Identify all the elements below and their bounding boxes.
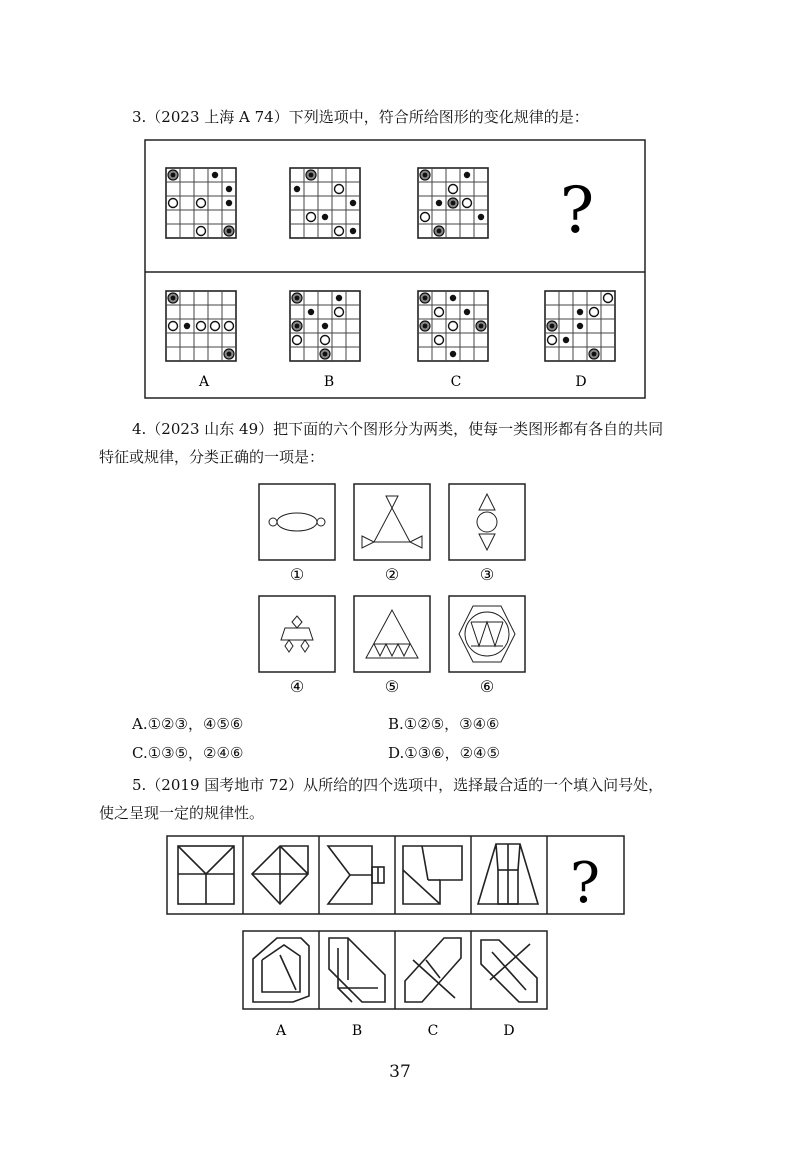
hollow-circle — [435, 336, 444, 345]
hollow-circle — [335, 227, 344, 236]
q3-option-a-label: A — [198, 374, 210, 390]
hollow-circle — [449, 322, 458, 331]
black-dot — [577, 309, 583, 315]
q5-option-a-label: A — [275, 1023, 287, 1039]
black-dot — [450, 295, 456, 301]
ringed-dot-center — [592, 352, 597, 357]
q3-option-grid[interactable] — [166, 291, 236, 361]
hollow-circle — [169, 199, 178, 208]
q4-option-a[interactable] — [132, 713, 243, 734]
black-dot — [226, 186, 232, 192]
ringed-dot-center — [423, 173, 428, 178]
q3-figure-grid — [290, 168, 360, 238]
q5-option-c-label: C — [427, 1023, 439, 1039]
question-5-mark: ? — [569, 851, 601, 916]
q4-option-c-text: ①③⑤，②④⑥ — [147, 744, 244, 762]
hollow-circle — [604, 294, 613, 303]
black-dot — [322, 214, 328, 220]
black-dot — [350, 228, 356, 234]
q4-option-a-text: ①②③，④⑤⑥ — [147, 715, 244, 733]
question-5-stem-line2: 使之呈现一定的规律性。 — [99, 804, 265, 822]
question-4-stem-line2: 特征或规律，分类正确的一项是： — [99, 448, 325, 466]
ringed-dot-center — [171, 296, 176, 301]
black-dot — [350, 200, 356, 206]
q4-label-5: ⑤ — [384, 677, 400, 696]
question-3-figure — [0, 0, 800, 410]
black-dot — [563, 337, 569, 343]
q3-option-b-label: B — [323, 374, 335, 390]
black-dot — [478, 214, 484, 220]
q4-option-d-text: ①③⑥，②④⑤ — [404, 744, 500, 762]
black-dot — [294, 186, 300, 192]
question-5-stem: 5.（2019 国考地市 72）从所给的四个选项中，选择最合适的一个填入问号处， — [132, 776, 664, 794]
q4-figure-5 — [354, 596, 430, 672]
hollow-circle — [321, 336, 330, 345]
hollow-circle — [211, 322, 220, 331]
q4-label-1: ① — [289, 565, 305, 584]
q4-option-d-letter: D. — [388, 744, 405, 762]
q5-option-c-figure — [405, 938, 461, 1002]
q4-label-4: ④ — [289, 677, 305, 696]
ringed-dot-center — [171, 173, 176, 178]
q5-figure-3 — [328, 846, 384, 904]
question-3-mark: ? — [559, 174, 595, 248]
q3-option-d-label: D — [575, 374, 587, 390]
q4-figure-6 — [449, 596, 525, 672]
q4-option-b-letter: B. — [388, 715, 404, 733]
black-dot — [577, 323, 583, 329]
ringed-dot-center — [295, 324, 300, 329]
q3-option-grid[interactable] — [290, 291, 360, 361]
black-dot — [184, 323, 190, 329]
q4-label-3: ③ — [479, 565, 495, 584]
q4-option-b-text: ①②⑤，③④⑥ — [403, 715, 500, 733]
ringed-dot-center — [550, 324, 555, 329]
q4-option-c[interactable] — [132, 742, 243, 763]
hollow-circle — [197, 199, 206, 208]
q4-figure-1 — [259, 484, 335, 560]
q4-label-6: ⑥ — [479, 677, 495, 696]
hollow-circle — [307, 213, 316, 222]
hollow-circle — [197, 227, 206, 236]
q5-option-d-figure — [481, 940, 537, 1002]
hollow-circle — [335, 185, 344, 194]
q3-option-c-label: C — [450, 374, 462, 390]
q5-figure-4 — [403, 846, 462, 904]
black-dot — [212, 172, 218, 178]
black-dot — [336, 295, 342, 301]
q4-label-2: ② — [384, 565, 400, 584]
hollow-circle — [169, 322, 178, 331]
hollow-circle — [590, 308, 599, 317]
ringed-dot-center — [227, 229, 232, 234]
q3-option-grid[interactable] — [418, 291, 488, 361]
q3-option-grid[interactable] — [545, 291, 615, 361]
ringed-dot-center — [423, 324, 428, 329]
question-4-figures — [0, 470, 800, 700]
hollow-circle — [463, 199, 472, 208]
q5-option-a-figure — [253, 938, 309, 1002]
black-dot — [322, 323, 328, 329]
black-dot — [436, 200, 442, 206]
black-dot — [226, 200, 232, 206]
black-dot — [464, 172, 470, 178]
hollow-circle — [421, 213, 430, 222]
q4-option-a-letter: A. — [132, 715, 148, 733]
ringed-dot-center — [423, 296, 428, 301]
hollow-circle — [335, 308, 344, 317]
ringed-dot-center — [437, 229, 442, 234]
hollow-circle — [225, 322, 234, 331]
page-number: 37 — [389, 1062, 411, 1082]
hollow-circle — [293, 336, 302, 345]
q4-option-b[interactable] — [388, 713, 499, 734]
question-4-stem: 4.（2023 山东 49）把下面的六个图形分为两类，使每一类图形都有各自的共同 — [132, 420, 664, 438]
hollow-circle — [197, 322, 206, 331]
hollow-circle — [548, 336, 557, 345]
black-dot — [308, 309, 314, 315]
ringed-dot-center — [479, 324, 484, 329]
black-dot — [464, 309, 470, 315]
q5-option-b-figure — [329, 938, 385, 1002]
q5-figure-1 — [178, 846, 234, 904]
q4-figure-3 — [449, 484, 525, 560]
ringed-dot-center — [227, 352, 232, 357]
q4-figure-2 — [354, 484, 430, 560]
ringed-dot-center — [295, 296, 300, 301]
q5-figure-2 — [252, 846, 308, 904]
q4-option-c-letter: C. — [132, 744, 148, 762]
q3-figure-grid — [166, 168, 236, 238]
q5-option-b-label: B — [351, 1023, 363, 1039]
ringed-dot-center — [309, 173, 314, 178]
ringed-dot-center — [323, 352, 328, 357]
q4-figure-4 — [259, 596, 335, 672]
q4-option-d[interactable] — [388, 742, 500, 763]
question-3-stem: 3.（2023 上海 A 74）下列选项中，符合所给图形的变化规律的是： — [132, 108, 589, 126]
question-5-figure — [0, 830, 800, 1045]
hollow-circle — [435, 308, 444, 317]
q5-option-d-label: D — [503, 1023, 515, 1039]
hollow-circle — [449, 185, 458, 194]
q3-figure-grid — [418, 168, 488, 238]
q5-figure-5 — [478, 844, 538, 904]
black-dot — [450, 351, 456, 357]
ringed-dot-center — [451, 201, 456, 206]
